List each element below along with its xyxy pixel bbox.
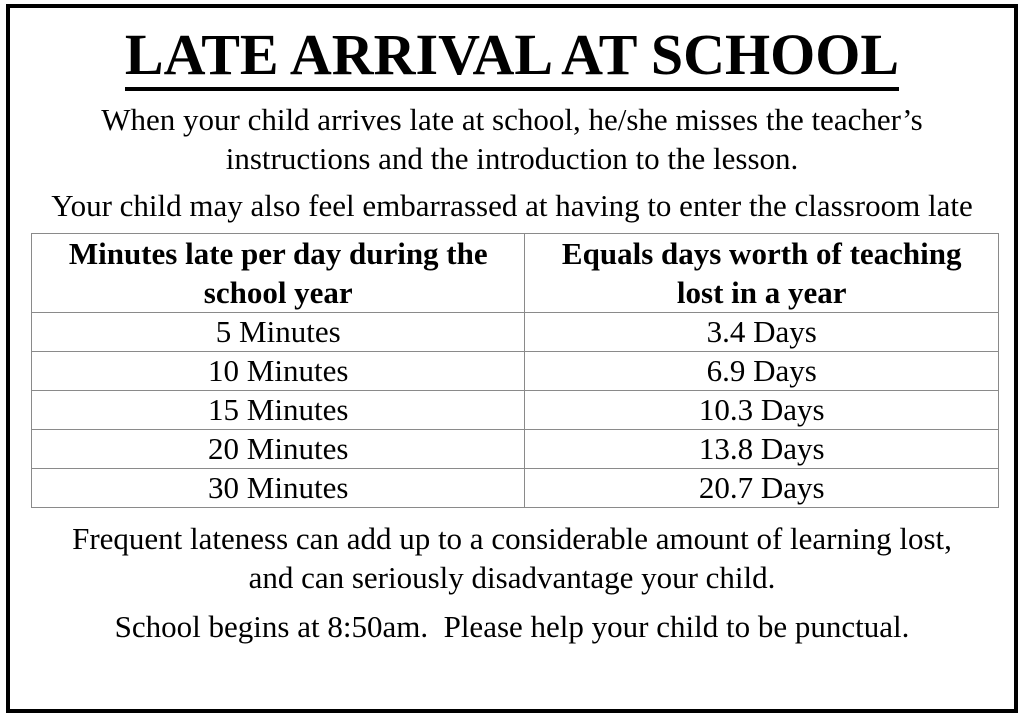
lateness-line-2: and can seriously disadvantage your child. (248, 560, 776, 595)
header-days-lost (525, 234, 999, 313)
days-cell: 10.3 Days (525, 391, 999, 430)
table-row (32, 430, 999, 469)
notice-title (10, 22, 1014, 88)
intro-line-1: When your child arrives late at school, he/she misses the teacher’s (101, 102, 923, 137)
table-header-row (32, 234, 999, 313)
header-minutes-line-2: school year (203, 275, 353, 310)
table-row (32, 313, 999, 352)
header-minutes-line-1: Minutes late per day during the (68, 236, 488, 271)
lateness-table (31, 233, 999, 508)
table-row (32, 352, 999, 391)
header-days-line-1: Equals days worth of teaching (561, 236, 962, 271)
days-cell: 13.8 Days (525, 430, 999, 469)
header-minutes-late (32, 234, 525, 313)
minutes-cell: 20 Minutes (32, 430, 525, 469)
table-row (32, 469, 999, 508)
minutes-cell: 5 Minutes (32, 313, 525, 352)
closing-paragraph: School begins at 8:50am. Please help your child to be punctual. (114, 609, 910, 644)
days-cell: 6.9 Days (525, 352, 999, 391)
lateness-line-1: Frequent lateness can add up to a considerable amount of learning lost, (72, 521, 952, 556)
table-row (32, 391, 999, 430)
header-days-line-2: lost in a year (676, 275, 847, 310)
intro-line-2: instructions and the introduction to the lesson. (225, 141, 799, 176)
minutes-cell: 10 Minutes (32, 352, 525, 391)
notice-title-text: LATE ARRIVAL AT SCHOOL (125, 22, 899, 91)
minutes-cell: 15 Minutes (32, 391, 525, 430)
lateness-paragraph (10, 519, 1014, 597)
embarrassed-paragraph: Your child may also feel embarrassed at having to enter the classroom late (51, 188, 973, 223)
notice-border (6, 4, 1018, 713)
intro-paragraph (10, 100, 1014, 178)
days-cell: 3.4 Days (525, 313, 999, 352)
minutes-cell: 30 Minutes (32, 469, 525, 508)
days-cell: 20.7 Days (525, 469, 999, 508)
